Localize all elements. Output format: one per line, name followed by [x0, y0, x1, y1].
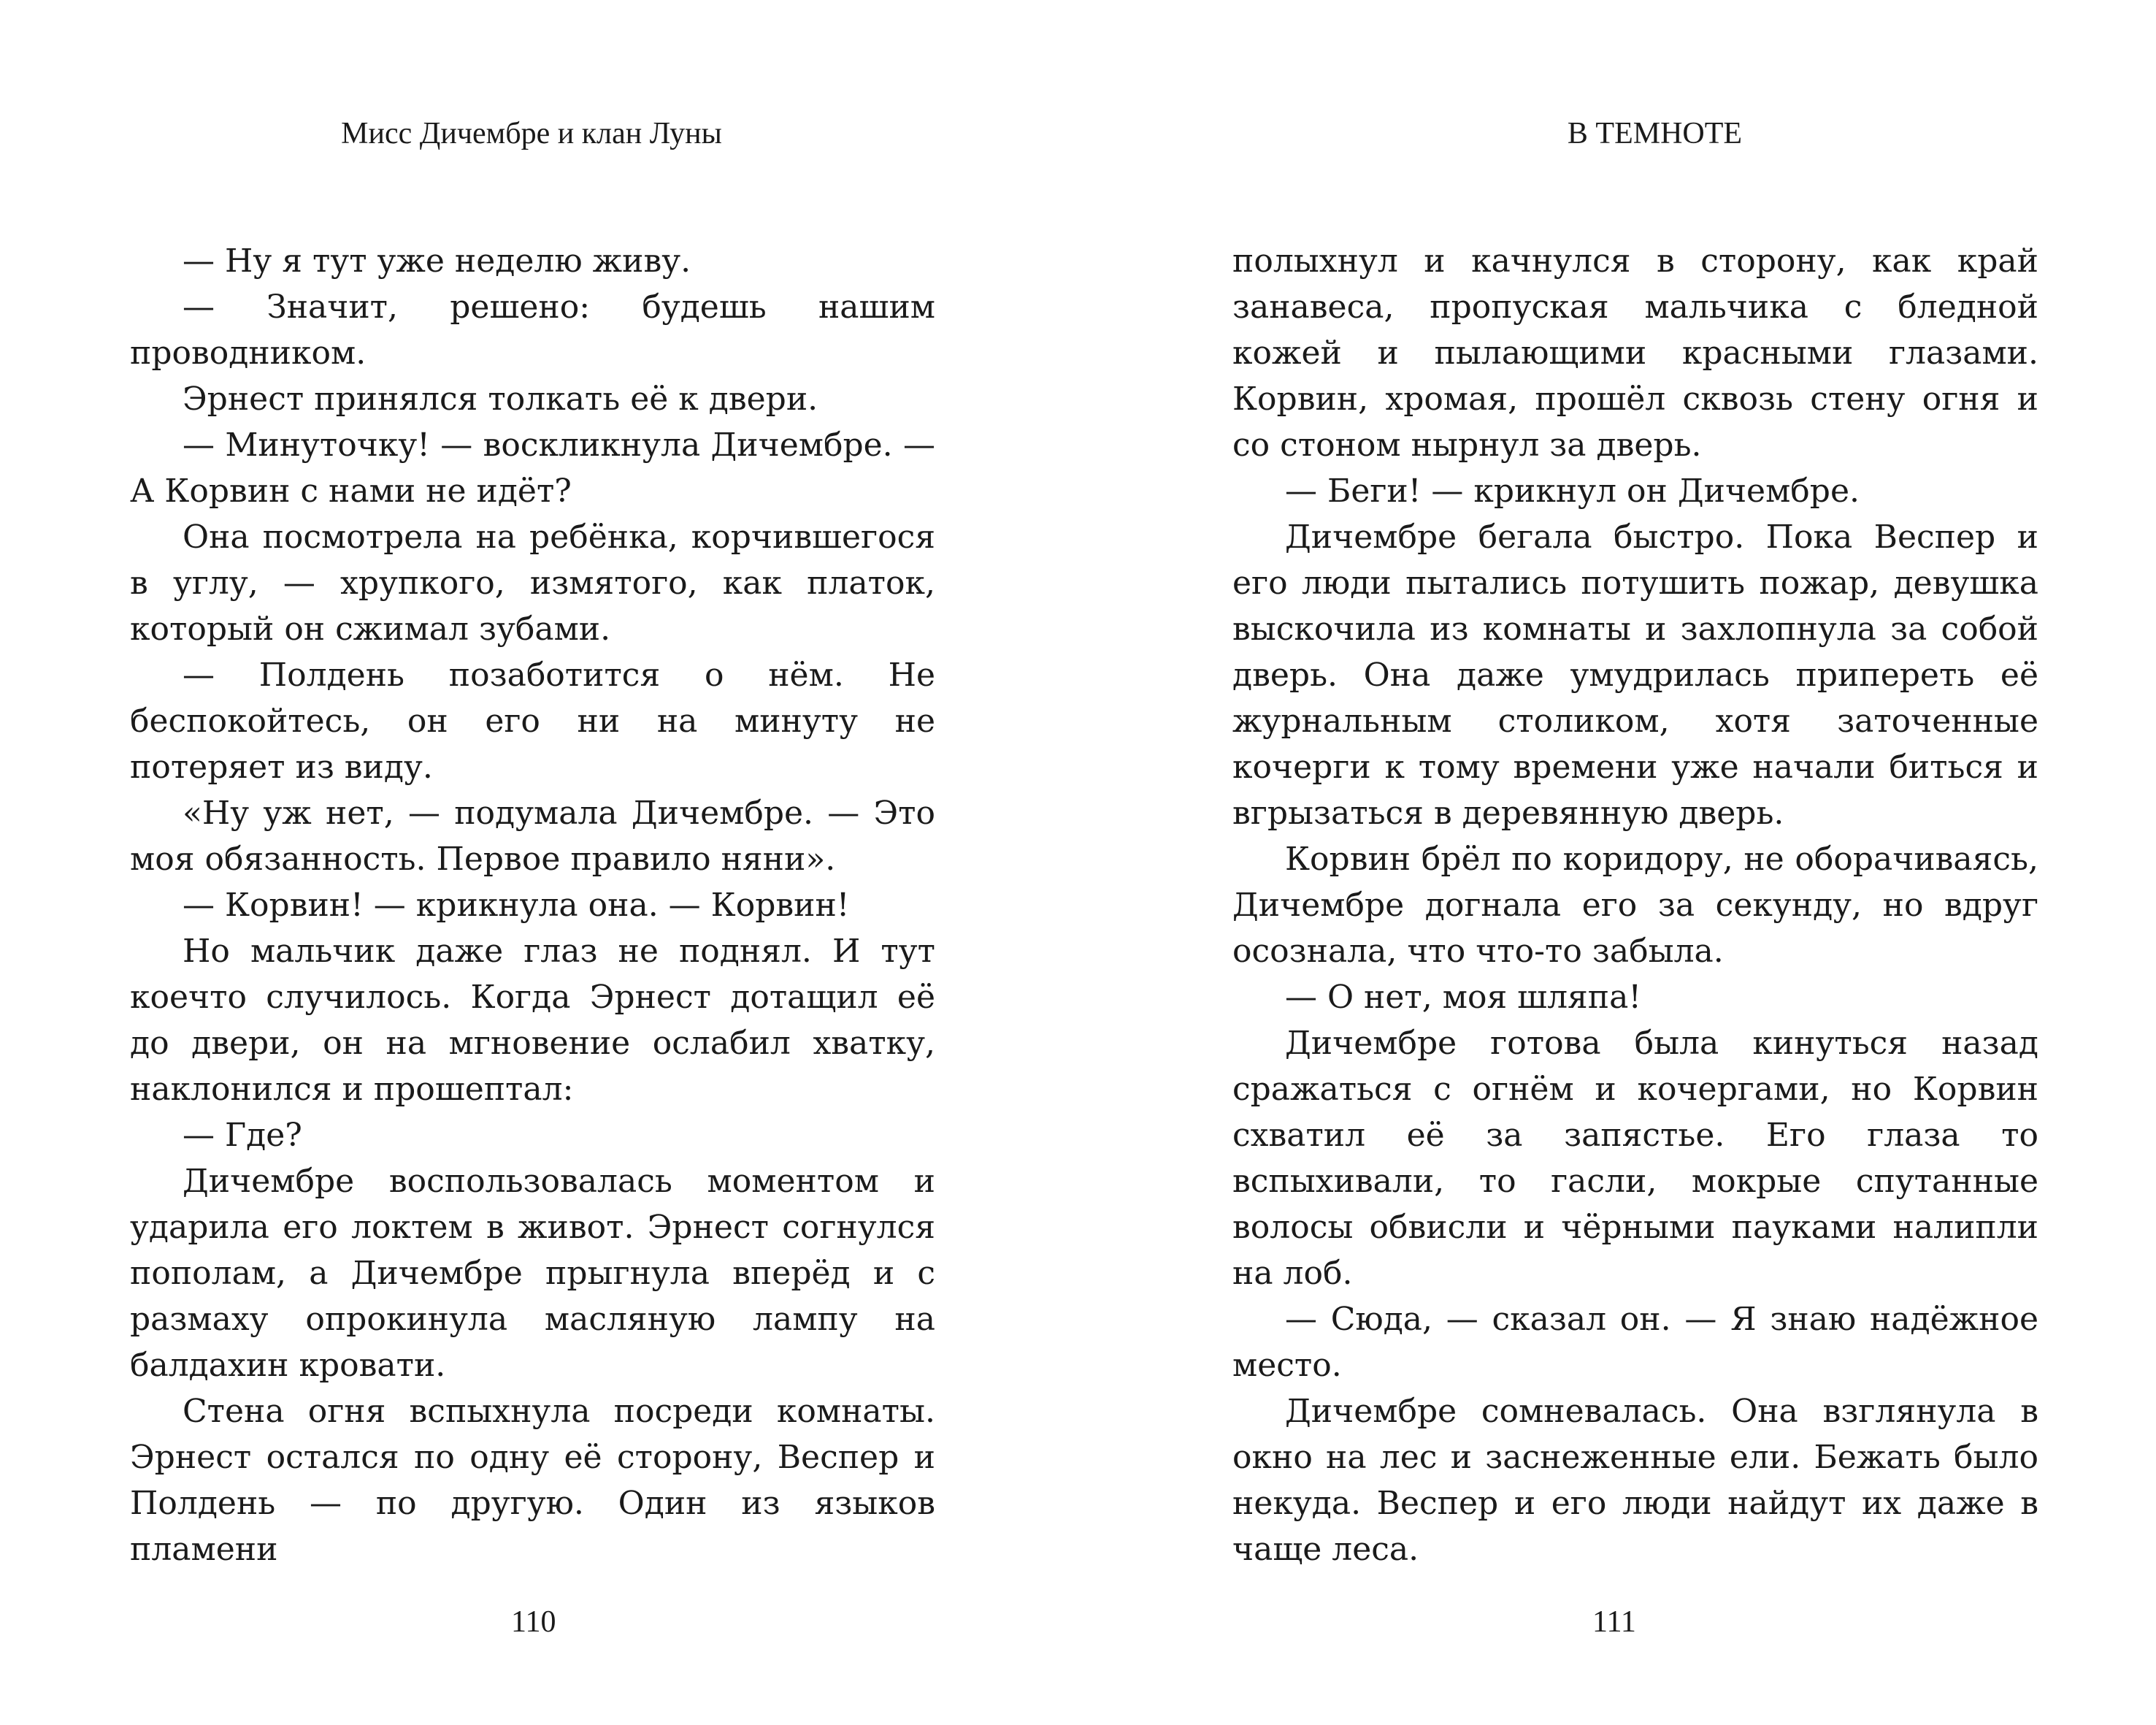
paragraph: полыхнул и качнулся в сторону, как край занавеса, пропуская мальчика с бледной кожей и пылающими красными глазами. Корвин, хромая, прошёл сквозь стену огня и со стоном нырнул за дверь. — [1232, 242, 2038, 464]
paragraph: — Сюда, — сказал он. — Я знаю надёжное место. — [1232, 1301, 2038, 1384]
paragraph: — Где? — [183, 1117, 302, 1154]
paragraph: «Ну уж нет, — подумала Дичембре. — Это моя обязанность. Первое правило няни». — [130, 795, 935, 878]
paragraph: — Минуточку! — воскликнула Дичембре. — А Корвин с нами не идёт? — [130, 427, 935, 510]
paragraph: — Беги! — крикнул он Дичембре. — [1285, 473, 1860, 510]
paragraph: Но мальчик даже глаз не поднял. И тут коечто случилось. Когда Эрнест дотащил её до двери, он на мгновение ослабил хватку, наклонился и прошептал: — [130, 933, 935, 1108]
right-running-head: В ТЕМНОТЕ — [1567, 117, 1743, 150]
paragraph: Она посмотрела на ребёнка, корчившегося в углу, — хрупкого, измятого, как платок, который он сжимал зубами. — [130, 519, 935, 648]
paragraph: Дичембре сомневалась. Она взглянула в окно на лес и заснеженные ели. Бежать было некуда. Веспер и его люди найдут их даже в чаще леса. — [1232, 1393, 2038, 1568]
page-number-right: 111 — [1592, 1605, 1636, 1639]
paragraph: — Корвин! — крикнула она. — Корвин! — [183, 887, 850, 924]
paragraph: — О нет, моя шляпа! — [1285, 979, 1642, 1016]
paragraph: Корвин брёл по коридору, не оборачиваясь, Дичембре догнала его за секунду, но вдруг осознала, что что-то забыла. — [1232, 841, 2038, 970]
paragraph: — Ну я тут уже неделю живу. — [183, 242, 691, 280]
right-text-block — [1232, 238, 2038, 1572]
right-page — [1078, 0, 2156, 1725]
page-number-left: 110 — [511, 1605, 556, 1639]
left-running-head: Мисс Дичембре и клан Луны — [341, 117, 722, 150]
paragraph: Дичембре воспользовалась моментом и ударила его локтем в живот. Эрнест согнулся пополам, а Дичембре прыгнула вперёд и с размаху опрокинула масляную лампу на балдахин кровати. — [130, 1163, 935, 1384]
paragraph: Эрнест принялся толкать её к двери. — [183, 380, 818, 418]
paragraph: — Полдень позаботится о нём. Не беспокойтесь, он его ни на минуту не потеряет из виду. — [130, 657, 935, 786]
paragraph: Стена огня вспыхнула посреди комнаты. Эрнест остался по одну её сторону, Веспер и Полдень — по другую. Один из языков пламени — [130, 1393, 935, 1568]
paragraph: Дичембре готова была кинуться назад сражаться с огнём и кочергами, но Корвин схватил её за запястье. Его глаза то вспыхивали, то гасли, мокрые спутанные волосы обвисли и чёрными пауками налипли на лоб. — [1232, 1025, 2038, 1292]
paragraph: — Значит, решено: будешь нашим проводником. — [130, 288, 935, 372]
paragraph: Дичембре бегала быстро. Пока Веспер и его люди пытались потушить пожар, девушка выскочила из комнаты и захлопнула за собой дверь. Она даже умудрилась припереть её журнальным столиком, хотя заточенные кочерги к тому времени уже начали биться и вгрызаться в деревянную дверь. — [1232, 519, 2038, 832]
left-text-block — [130, 238, 935, 1572]
